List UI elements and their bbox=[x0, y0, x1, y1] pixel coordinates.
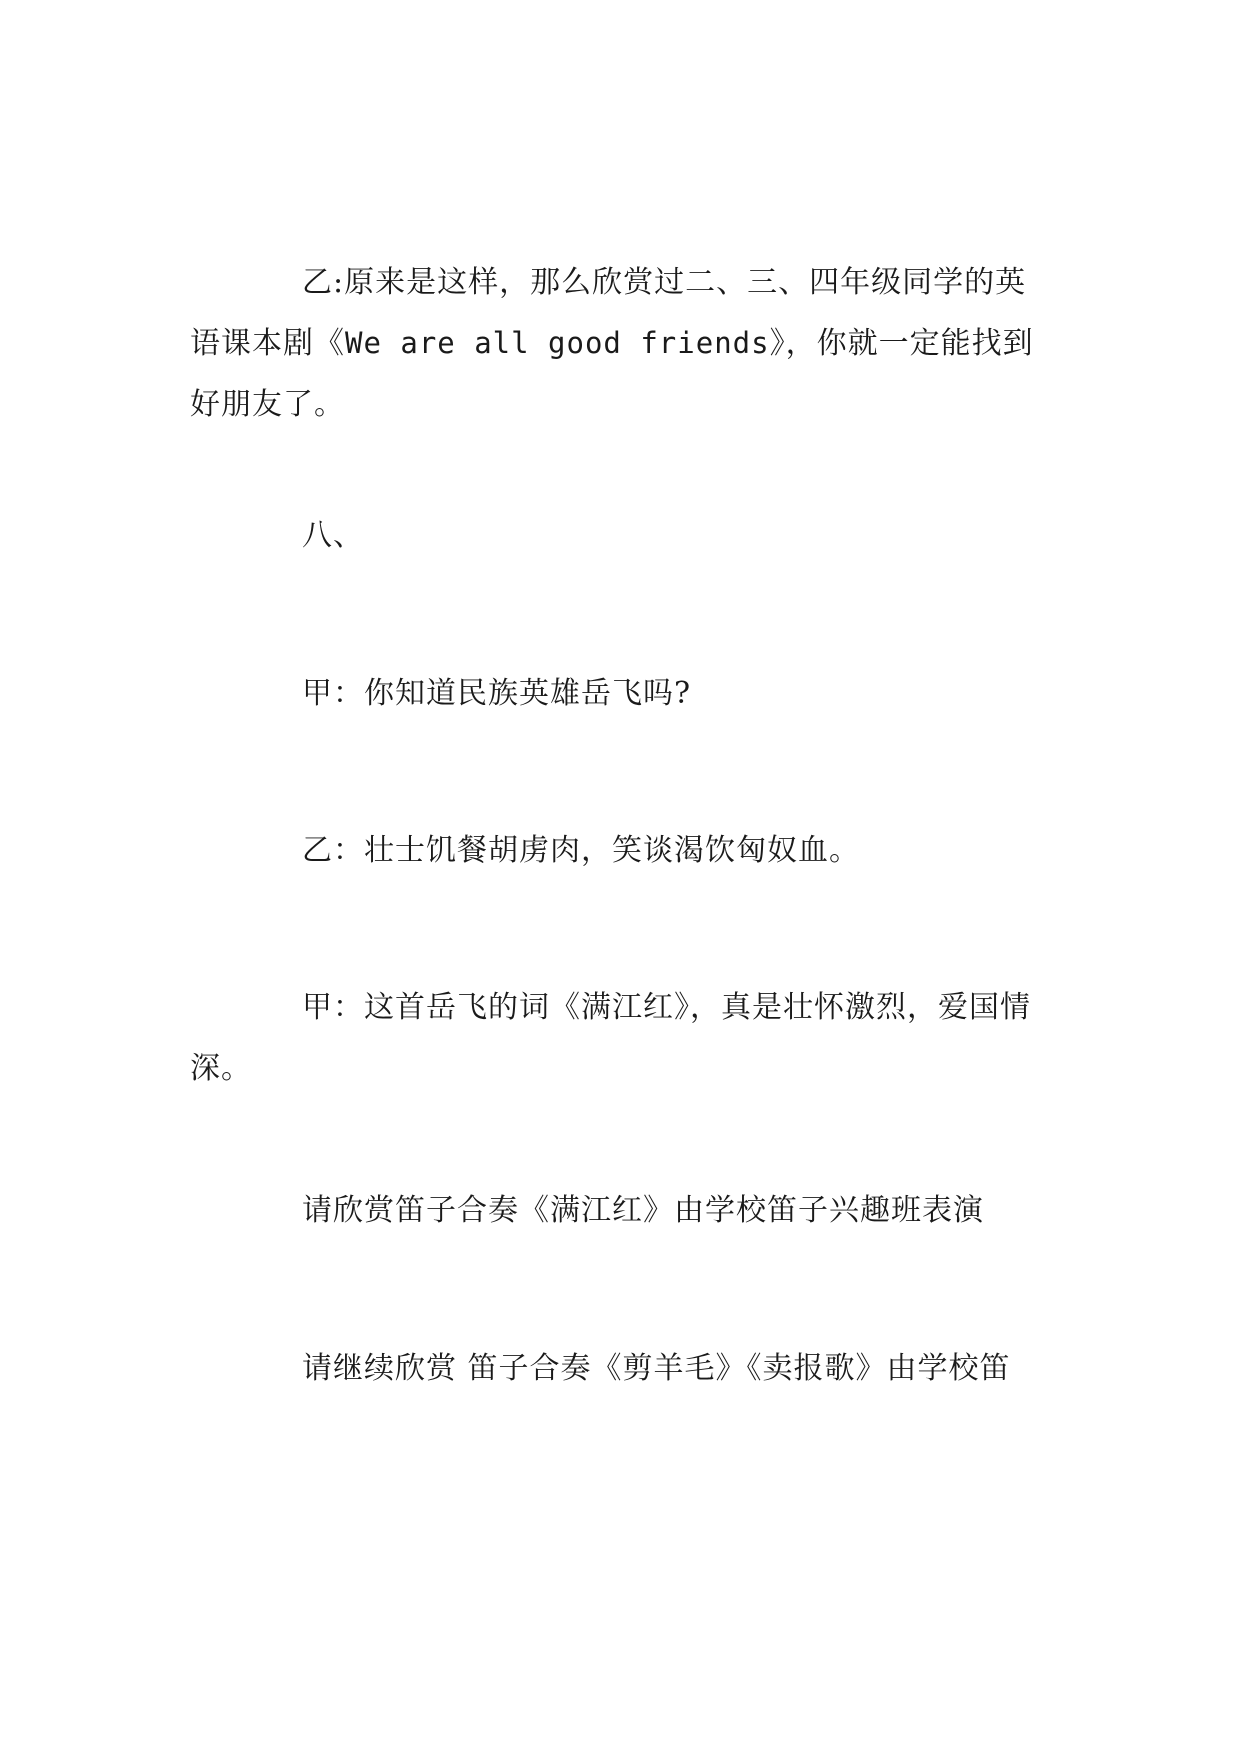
paragraph-dialogue-yi-1 bbox=[190, 252, 1050, 435]
paragraph-performance-1: 请欣赏笛子合奏《满江红》由学校笛子兴趣班表演 bbox=[302, 1193, 984, 1228]
paragraph-dialogue-jia-1: 甲：你知道民族英雄岳飞吗? bbox=[302, 676, 692, 711]
paragraph-performance-2: 请继续欣赏 笛子合奏《剪羊毛》《卖报歌》由学校笛 bbox=[302, 1351, 1011, 1386]
paragraph-text-cn-part1: 乙:原来是这样，那么欣赏过二、三、四年级同学的英语课本剧《 bbox=[190, 265, 1027, 361]
paragraph-text-cn-part2: 》，你就一定能找到好朋友了。 bbox=[190, 326, 1034, 422]
paragraph-dialogue-yi-2: 乙：壮士饥餐胡虏肉，笑谈渴饮匈奴血。 bbox=[302, 833, 860, 868]
section-heading-eight: 八、 bbox=[302, 518, 364, 553]
paragraph-dialogue-jia-2: 甲：这首岳飞的词《满江红》，真是壮怀激烈，爱国情深。 bbox=[190, 990, 1031, 1086]
english-title: We are all good friends bbox=[345, 326, 770, 360]
